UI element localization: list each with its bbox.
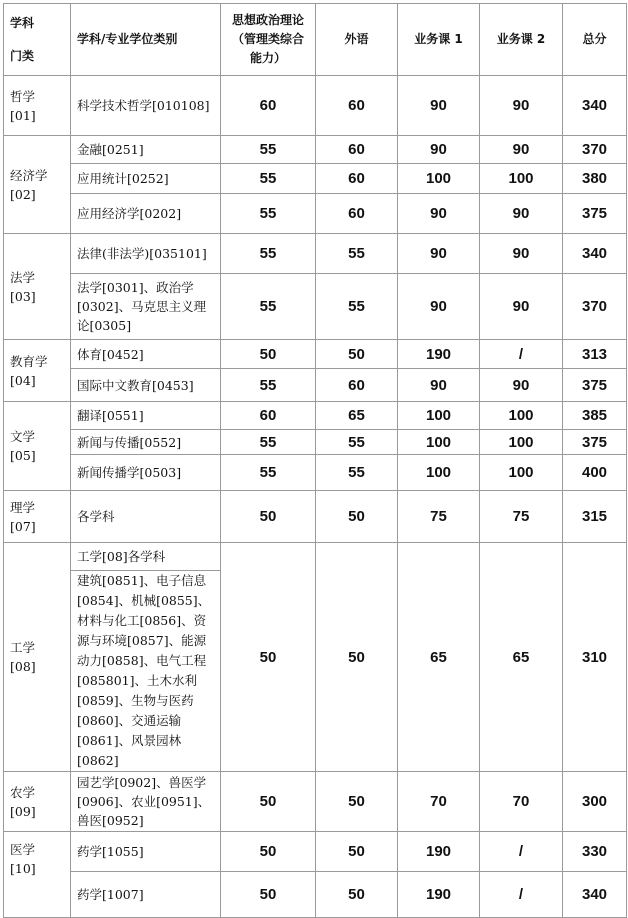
- politics-score: 50: [221, 772, 316, 832]
- course2-score: 100: [480, 164, 563, 194]
- total-score: 375: [563, 430, 627, 455]
- subject-cell: 翻译[0551]: [71, 402, 221, 430]
- foreign-score: 50: [316, 543, 398, 772]
- category-code: [01]: [10, 107, 36, 123]
- total-score: 375: [563, 369, 627, 402]
- subject-cell: 药学[1055]: [71, 832, 221, 872]
- table-row: [4, 543, 627, 571]
- total-score: 340: [563, 872, 627, 918]
- header-category: [4, 4, 71, 76]
- subject-cell: 国际中文教育[0453]: [71, 369, 221, 402]
- course1-score: 190: [398, 872, 480, 918]
- header-course2-text: 业务课 2: [496, 32, 546, 46]
- category-code: [08]: [10, 659, 36, 674]
- subject-cell: 药学[1007]: [71, 872, 221, 918]
- course2-score: /: [480, 832, 563, 872]
- subject-cell: 应用经济学[0202]: [71, 194, 221, 234]
- foreign-score: 50: [316, 772, 398, 832]
- course1-score: 65: [398, 543, 480, 772]
- table-row: [4, 136, 627, 164]
- header-course1: [398, 4, 480, 76]
- category-name: 法学: [10, 269, 36, 285]
- course1-score: 90: [398, 274, 480, 340]
- subject-cell: 新闻传播学[0503]: [71, 455, 221, 491]
- course1-score: 90: [398, 369, 480, 402]
- course2-score: /: [480, 872, 563, 918]
- header-total: [563, 4, 627, 76]
- course2-score: /: [480, 340, 563, 369]
- table-row: [4, 832, 627, 872]
- foreign-score: 65: [316, 402, 398, 430]
- total-score: 370: [563, 274, 627, 340]
- total-score: 330: [563, 832, 627, 872]
- politics-score: 55: [221, 274, 316, 340]
- politics-score: 55: [221, 430, 316, 455]
- header-row: [4, 4, 627, 76]
- header-politics-line-3: 能力）: [249, 51, 286, 65]
- foreign-score: 50: [316, 832, 398, 872]
- score-table: [3, 3, 627, 918]
- header-course2: [480, 4, 563, 76]
- politics-score: 55: [221, 369, 316, 402]
- course1-score: 100: [398, 402, 480, 430]
- header-total-text: 总分: [582, 32, 607, 46]
- category-code: [02]: [10, 186, 36, 202]
- politics-score: 60: [221, 402, 316, 430]
- politics-score: 50: [221, 340, 316, 369]
- header-foreign-text: 外语: [344, 32, 369, 46]
- course2-score: 100: [480, 430, 563, 455]
- category-name: 农学: [10, 784, 36, 800]
- table-row: [4, 76, 627, 136]
- category-cell: [4, 772, 71, 832]
- table-row: [4, 402, 627, 430]
- foreign-score: 50: [316, 491, 398, 543]
- category-name: 医学: [10, 842, 36, 857]
- subject-cell: 园艺学[0902]、兽医学[0906]、农业[0951]、兽医[0952]: [71, 772, 221, 832]
- subject-cell: 法学[0301]、政治学[0302]、马克思主义理论[0305]: [71, 274, 221, 340]
- course1-score: 75: [398, 491, 480, 543]
- category-name: 理学: [10, 499, 36, 515]
- foreign-score: 60: [316, 76, 398, 136]
- header-course1-text: 业务课 1: [414, 32, 463, 46]
- course2-score: 90: [480, 234, 563, 274]
- course2-score: 65: [480, 543, 563, 772]
- category-code: [10]: [10, 861, 36, 876]
- category-cell: [4, 76, 71, 136]
- foreign-score: 55: [316, 274, 398, 340]
- table-row: [4, 164, 627, 194]
- course2-score: 90: [480, 274, 563, 340]
- table-row: [4, 340, 627, 369]
- table-row: [4, 772, 627, 832]
- category-name: 经济学: [10, 167, 48, 183]
- header-politics: [221, 4, 316, 76]
- politics-score: 55: [221, 194, 316, 234]
- table-row: [4, 234, 627, 274]
- politics-score: 55: [221, 136, 316, 164]
- category-code: [07]: [10, 518, 36, 534]
- politics-score: 55: [221, 164, 316, 194]
- course2-score: 90: [480, 194, 563, 234]
- category-cell: [4, 832, 71, 918]
- table-row: [4, 274, 627, 340]
- total-score: 340: [563, 76, 627, 136]
- total-score: 380: [563, 164, 627, 194]
- course1-score: 190: [398, 340, 480, 369]
- header-category-line-1: 学科: [10, 15, 35, 30]
- subject-cell: 法律(非法学)[035101]: [71, 234, 221, 274]
- header-foreign: [316, 4, 398, 76]
- politics-score: 55: [221, 234, 316, 274]
- course2-score: 70: [480, 772, 563, 832]
- course1-score: 90: [398, 136, 480, 164]
- foreign-score: 60: [316, 194, 398, 234]
- politics-score: 50: [221, 543, 316, 772]
- table-row: [4, 194, 627, 234]
- course2-score: 90: [480, 136, 563, 164]
- category-cell: [4, 491, 71, 543]
- course1-score: 70: [398, 772, 480, 832]
- category-cell: [4, 136, 71, 234]
- politics-score: 50: [221, 491, 316, 543]
- total-score: 310: [563, 543, 627, 772]
- table-row: [4, 491, 627, 543]
- foreign-score: 50: [316, 872, 398, 918]
- foreign-score: 55: [316, 455, 398, 491]
- course1-score: 90: [398, 234, 480, 274]
- subject-cell: 新闻与传播[0552]: [71, 430, 221, 455]
- category-name: 教育学: [10, 353, 48, 369]
- course1-score: 90: [398, 194, 480, 234]
- subject-cell: 金融[0251]: [71, 136, 221, 164]
- total-score: 313: [563, 340, 627, 369]
- category-cell: [4, 234, 71, 340]
- course2-score: 100: [480, 455, 563, 491]
- foreign-score: 60: [316, 164, 398, 194]
- foreign-score: 60: [316, 136, 398, 164]
- course2-score: 75: [480, 491, 563, 543]
- table-row: [4, 455, 627, 491]
- course1-score: 100: [398, 430, 480, 455]
- politics-score: 55: [221, 455, 316, 491]
- total-score: 400: [563, 455, 627, 491]
- course1-score: 90: [398, 76, 480, 136]
- politics-score: 50: [221, 832, 316, 872]
- category-name: 文学: [10, 429, 36, 444]
- total-score: 385: [563, 402, 627, 430]
- category-code: [09]: [10, 803, 36, 819]
- table-row: [4, 369, 627, 402]
- total-score: 370: [563, 136, 627, 164]
- header-subject: [71, 4, 221, 76]
- subject-cell: 各学科: [71, 491, 221, 543]
- header-subject-text: 学科/专业学位类别: [77, 32, 178, 46]
- category-name: 哲学: [10, 88, 36, 104]
- total-score: 315: [563, 491, 627, 543]
- course2-score: 90: [480, 76, 563, 136]
- category-code: [04]: [10, 372, 36, 388]
- header-politics-line-2: （管理类综合: [231, 32, 304, 46]
- course2-score: 90: [480, 369, 563, 402]
- header-category-line-2: 门类: [10, 48, 35, 63]
- total-score: 300: [563, 772, 627, 832]
- category-cell: [4, 543, 71, 772]
- politics-score: 60: [221, 76, 316, 136]
- foreign-score: 50: [316, 340, 398, 369]
- foreign-score: 60: [316, 369, 398, 402]
- course1-score: 100: [398, 164, 480, 194]
- total-score: 375: [563, 194, 627, 234]
- subject-cell: 应用统计[0252]: [71, 164, 221, 194]
- subject-cell: 体育[0452]: [71, 340, 221, 369]
- foreign-score: 55: [316, 430, 398, 455]
- category-name: 工学: [10, 640, 36, 655]
- category-code: [05]: [10, 448, 36, 463]
- header-politics-line-1: 思想政治理论: [231, 13, 304, 27]
- category-cell: [4, 340, 71, 402]
- politics-score: 50: [221, 872, 316, 918]
- course2-score: 100: [480, 402, 563, 430]
- subject-cell: 科学技术哲学[010108]: [71, 76, 221, 136]
- table-row: [4, 430, 627, 455]
- course1-score: 190: [398, 832, 480, 872]
- category-code: [03]: [10, 288, 36, 304]
- table-row: [4, 872, 627, 918]
- total-score: 340: [563, 234, 627, 274]
- subject-cell: 工学[08]各学科: [71, 543, 221, 571]
- category-cell: [4, 402, 71, 491]
- course1-score: 100: [398, 455, 480, 491]
- foreign-score: 55: [316, 234, 398, 274]
- subject-cell: 建筑[0851]、电子信息[0854]、机械[0855]、材料与化工[0856]、资源与环境[0857]、能源动力[0858]、电气工程[085801]、土木水利[0859]、生物与医药[0860]、交通运输[0861]、风景园林[0862]: [71, 571, 221, 772]
